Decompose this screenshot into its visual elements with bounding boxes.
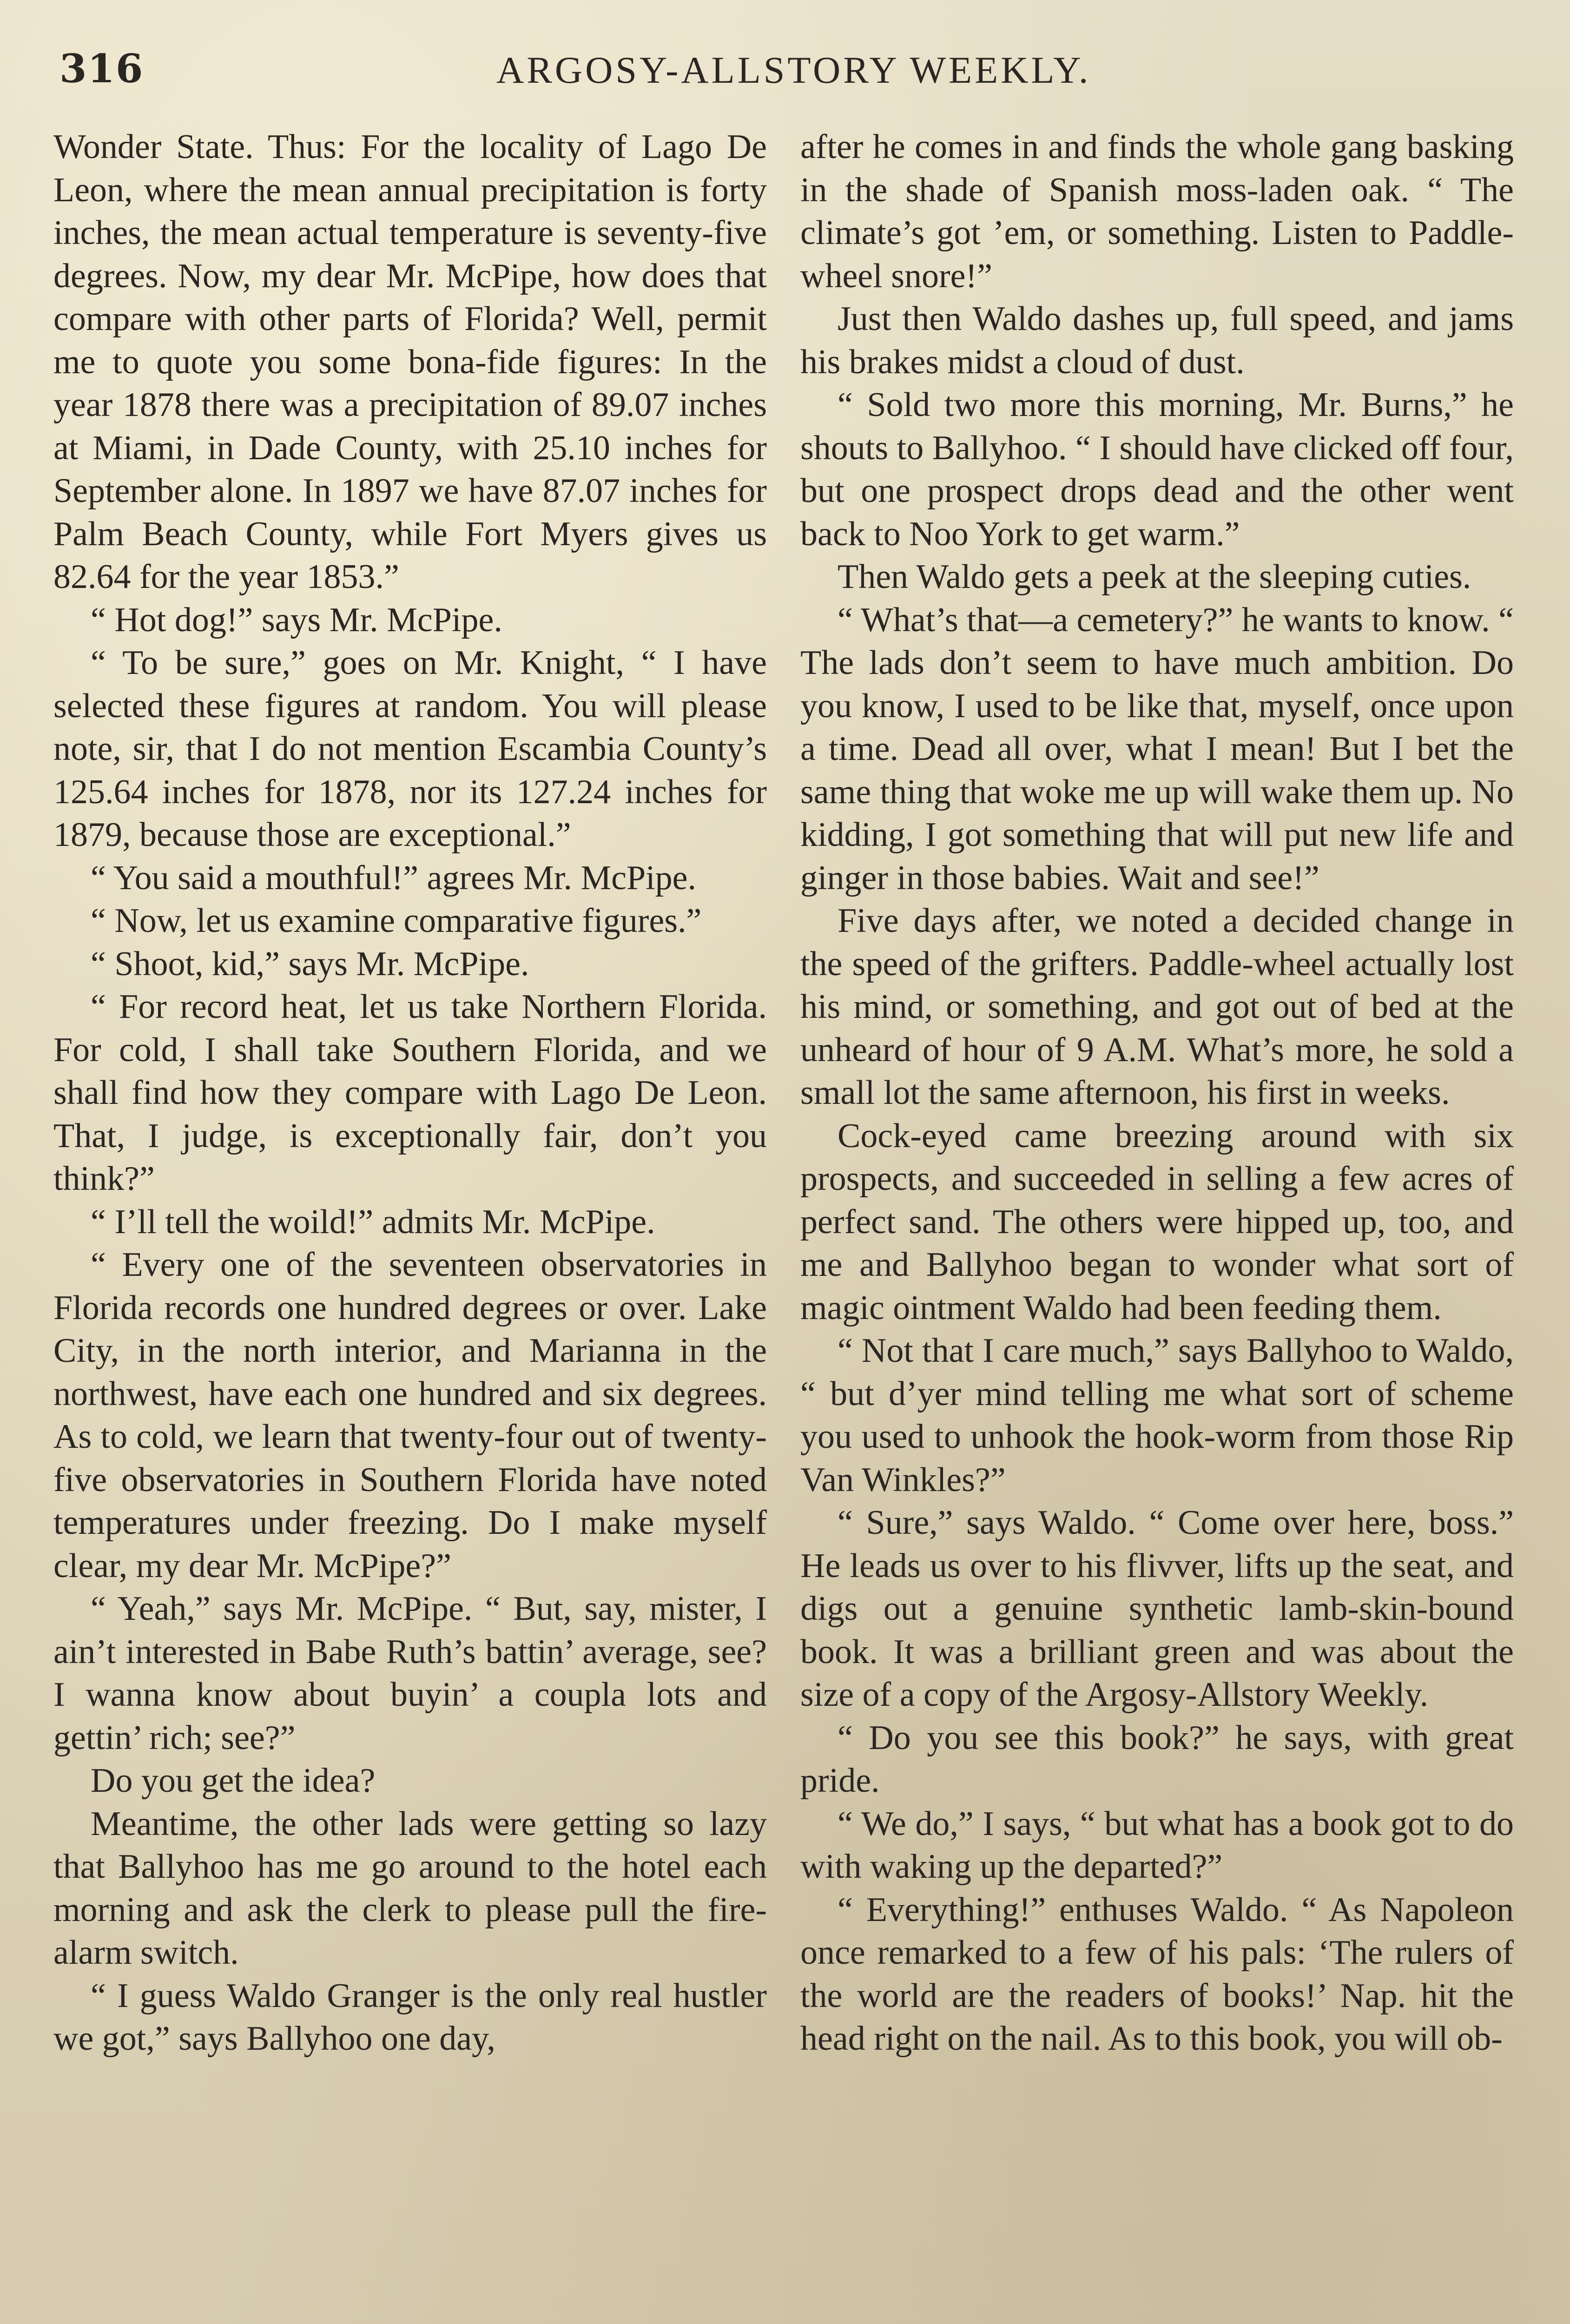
paragraph: “ Sure,” says Waldo. “ Come over here, boss.” He leads us over to his flivver, lifts up the seat, and digs out a genuine synthetic lamb-skin-bound book. It was a brilliant green and was about the size of a copy of the Argosy-Allstory Weekly. bbox=[800, 1504, 1514, 1714]
paragraph: “ Shoot, kid,” says Mr. McPipe. bbox=[91, 944, 529, 983]
paragraph: “ For record heat, let us take Northern Florida. For cold, I shall take Southern Florida, and we shall find how they compare with Lago De Leon. That, I judge, is exceptionally fair, don’t you think?” bbox=[53, 988, 767, 1198]
paragraph: Do you get the idea? bbox=[91, 1762, 376, 1800]
paragraph: Then Waldo gets a peek at the sleeping cuties. bbox=[838, 558, 1471, 596]
paragraph: “ Sold two more this morning, Mr. Burns,” he shouts to Ballyhoo. “ I should have clicked off four, but one prospect drops dead and the other went back to Noo York to get warm.” bbox=[800, 386, 1514, 553]
paragraph: “ Hot dog!” says Mr. McPipe. bbox=[91, 601, 502, 639]
left-column bbox=[53, 125, 767, 2060]
paragraph: “ What’s that—a cemetery?” he wants to know. “ The lads don’t seem to have much ambition. Do you know, I used to be like that, myself, once upon a time. Dead all over, what I mean! But I bet the same thing that woke me up will wake them up. No kidding, I got something that will put new life and ginger in those babies. Wait and see!” bbox=[800, 601, 1514, 897]
page-header bbox=[59, 46, 1514, 97]
paragraph: “ Every one of the seventeen observatories in Florida records one hundred degrees or over. Lake City, in the north interior, and Marianna in the northwest, have each one hundred and six degrees. As to cold, we learn that twenty-four out of twenty-five observatories in Southern Florida have noted temperatures under freezing. Do I make myself clear, my dear Mr. McPipe?” bbox=[53, 1246, 767, 1585]
paragraph: “ Yeah,” says Mr. McPipe. “ But, say, mister, I ain’t interested in Babe Ruth’s battin’ average, see? I wanna know about buyin’ a coupla lots and gettin’ rich; see?” bbox=[53, 1590, 767, 1757]
paragraph: “ Now, let us examine comparative figures.” bbox=[91, 902, 702, 940]
paragraph: “ We do,” I says, “ but what has a book got to do with waking up the departed?” bbox=[800, 1804, 1514, 1886]
paragraph: Meantime, the other lads were getting so lazy that Ballyhoo has me go around to the hotel each morning and ask the clerk to please pull the fire-alarm switch. bbox=[53, 1804, 767, 1972]
paragraph: “ Everything!” enthuses Waldo. “ As Napoleon once remarked to a few of his pals: ‘The rulers of the world are the readers of books!’ Nap. hit the head right on the nail. As to this book, you will ob- bbox=[800, 1890, 1514, 2058]
paragraph: Wonder State. Thus: For the locality of Lago De Leon, where the mean annual precipitation is forty inches, the mean actual temperature is seventy-five degrees. Now, my dear Mr. McPipe, how does that compare with other parts of Florida? Well, permit me to quote you some bona-fide figures: In the year 1878 there was a precipitation of 89.07 inches at Miami, in Dade County, with 25.10 inches for September alone. In 1897 we have 87.07 inches for Palm Beach County, while Fort Myers gives us 82.64 for the year 1853.” bbox=[53, 128, 767, 596]
paragraph: “ Do you see this book?” he says, with great pride. bbox=[800, 1718, 1514, 1800]
paragraph: “ I guess Waldo Granger is the only real hustler we got,” says Ballyhoo one day, bbox=[53, 1976, 767, 2058]
running-head-title: ARGOSY-ALLSTORY WEEKLY. bbox=[496, 49, 1091, 91]
paragraph: “ Not that I care much,” says Ballyhoo to Waldo, “ but d’yer mind telling me what sort of scheme you used to unhook the hook-worm from those Rip Van Winkles?” bbox=[800, 1332, 1514, 1499]
paragraph: after he comes in and finds the whole gang basking in the shade of Spanish moss-laden oak. “ The climate’s got ’em, or something. Listen to Paddle-wheel snore!” bbox=[800, 128, 1514, 295]
paragraph: Cock-eyed came breezing around with six prospects, and succeeded in selling a few acres of perfect sand. The others were hipped up, too, and me and Ballyhoo began to wonder what sort of magic ointment Waldo had been feeding them. bbox=[800, 1116, 1514, 1327]
paragraph: “ I’ll tell the woild!” admits Mr. McPipe. bbox=[91, 1202, 655, 1241]
paragraph: “ You said a mouthful!” agrees Mr. McPipe. bbox=[91, 858, 697, 897]
right-column bbox=[800, 125, 1514, 2060]
paragraph: Five days after, we noted a decided change in the speed of the grifters. Paddle-wheel actually lost his mind, or something, and got out of bed at the unheard of hour of 9 A.M. What’s more, he sold a small lot the same afternoon, his first in weeks. bbox=[800, 902, 1514, 1112]
paragraph: “ To be sure,” goes on Mr. Knight, “ I have selected these figures at random. You will please note, sir, that I do not mention Escambia County’s 125.64 inches for 1878, nor its 127.24 inches for 1879, because those are exceptional.” bbox=[53, 644, 767, 854]
paragraph: Just then Waldo dashes up, full speed, and jams his brakes midst a cloud of dust. bbox=[800, 300, 1514, 381]
page-number: 316 bbox=[59, 46, 144, 92]
